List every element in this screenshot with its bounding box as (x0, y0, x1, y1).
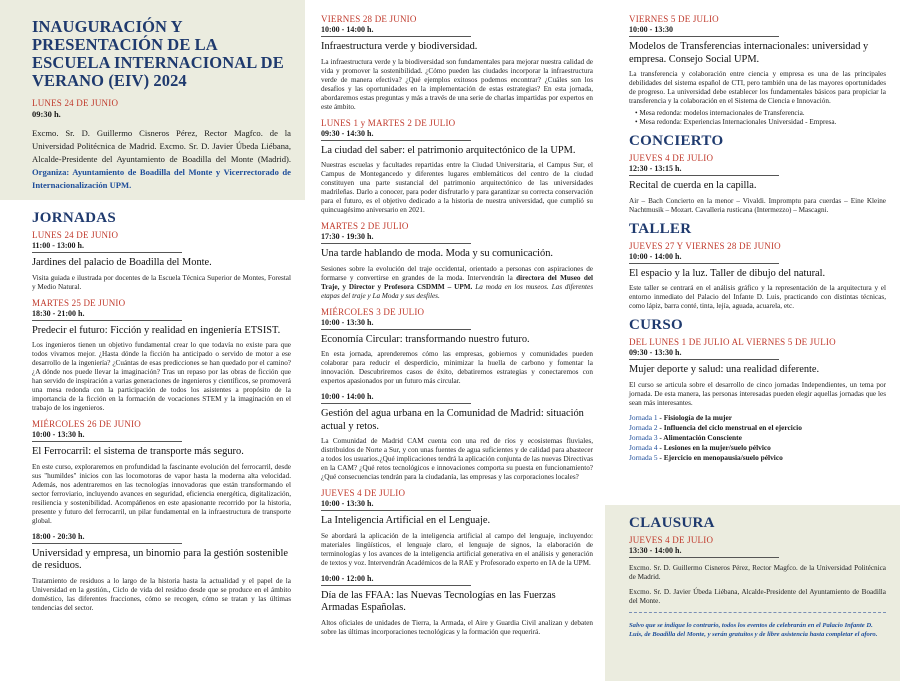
event-time: 10:00 - 13:30 h. (321, 318, 471, 330)
event-date: DEL LUNES 1 DE JULIO AL VIERNES 5 DE JULIO (629, 337, 836, 347)
event-description: Se abordará la aplicación de la inteligencia artificial al campo del lenguaje, incluyendo: materiales lingüísticos, el lenguaje claro, el lenguaje de signos, la elaboración de terminologías y los avances de la inteligencia artificial generativa en el análisis y generación de textos y voz. Intervendrán Académicos de la RAE y Profesorado experto en IA de la UPM. (321, 531, 593, 567)
event-time: 10:00 - 13:30 h. (321, 499, 471, 511)
event-time: 17:30 - 19:30 h. (321, 232, 471, 244)
event-title: El Ferrocarril: el sistema de transporte más seguro. (32, 446, 244, 457)
event-item (321, 488, 593, 568)
venue-note: Salvo que se indique lo contrario, todos los eventos de celebrarán en el Palacio Infante D. Luis, de Boadilla del Monte, y serán gratuitos y de libre asistencia hasta completar el aforo. (629, 622, 878, 638)
event-date: JUEVES 4 DE JULIO (629, 535, 714, 545)
event-item (321, 574, 593, 637)
event-date: VIERNES 28 DE JUNIO (321, 14, 417, 24)
event-item (321, 14, 593, 112)
section-heading-clausura: CLAUSURA (629, 515, 715, 531)
event-description: La infraestructura verde y la biodiversidad son fundamentales para mejorar nuestra calidad de vida y promover la sostenibilidad. ¿Cómo pueden las ciudades incorporar la infraestructura verde de manera efectiva? ¿Qué ejemplos exitosos podemos encontrar? ¿Cuáles son los desafíos y las oportunidades en la implementación de estas estrategias? En esta jornada, abordaremos estas preguntas y más a través de una serie de charlas impartidas por expertos en este ámbito. (321, 57, 593, 111)
event-description: Air – Bach Concierto en la menor – Vivaldi. Impromptu para cuerdas – Eine Kleine Nachtmusik – Mozart. Cavalleria rusticana (Intermezzo) – Mascagni. (629, 196, 886, 214)
event-description: La Comunidad de Madrid CAM cuenta con una red de ríos y ecosistemas fluviales, distribuidos de Norte a Sur, y con unas fuentes de agua suficientes y de calidad para abastecer a todos los usuarios.¿Qué implicaciones tendrá la aplicación conjunta de las nuevas Directivas en la CAM? ¿Qué retos tecnológicos e innovaciones comporta su puesta en funcionamiento? ¿Qué consecuencias tendrán para la ciudadanía, las empresas y las corporaciones locales? (321, 437, 593, 481)
event-time: 10:00 - 14:00 h. (629, 252, 779, 264)
event-item (321, 307, 593, 387)
event-time: 10:00 - 14:00 h. (321, 392, 471, 404)
event-title: Infraestructura verde y biodiversidad. (321, 41, 478, 52)
column-left (0, 0, 305, 681)
bullet-list (629, 109, 886, 127)
event-date: MIÉRCOLES 3 DE JULIO (321, 306, 425, 317)
clausura-text-1: Excmo. Sr. D. Guillermo Cisneros Pérez, Rector Magfco. de la Universidad Politécnica de Madrid. (629, 564, 886, 581)
event-description: Nuestras escuelas y facultades repartidas entre la Ciudad Universitaria, el Campus Sur, el Campus de Montegancedo y diferentes lugares emblemáticos del centro de la ciudad constituyen una parte sustancial del patrimonio arquitectónico de las universidades madrileñas. Darlo a conocer, para poder disfrutarlo y para garantizar su correcta conservación para el futuro, es el objetivo dedicado a la historia de nuestra universidad, que cumplió su quincuagésimo aniversario en 2021. (321, 161, 593, 214)
event-description: En esta jornada, aprenderemos cómo las empresas, gobiernos y comunidades pueden colaborar para reducir el desperdicio, minimizar la huella de carbono y fomentar la innovación. Descubriremos casos de éxito, debatiremos estrategias y conectaremos con expertos apasionados por un futuro más circular. (321, 350, 593, 385)
event-title: El espacio y la luz. Taller de dibujo del natural. (629, 267, 826, 279)
event-date: JUEVES 27 Y VIERNES 28 DE JUNIO (629, 240, 781, 251)
event-title: La Inteligencia Artificial en el Lenguaje. (321, 515, 491, 526)
event-date: MARTES 2 DE JULIO (321, 221, 409, 231)
divider (629, 612, 886, 613)
event-title: Mujer deporte y salud: una realidad diferente. (629, 364, 820, 375)
event-item (32, 419, 291, 526)
event-title: La ciudad del saber: el patrimonio arquitectónico de la UPM. (321, 144, 576, 156)
event-time: 10:00 - 14:00 h. (321, 25, 471, 37)
event-date: LUNES 24 DE JUNIO (32, 230, 119, 240)
intro-organizer: Organiza: Ayuntamiento de Boadilla del Monte y Vicerrectorado de Internacionalización UPM. (32, 167, 291, 190)
jornada-list (629, 413, 886, 463)
section-heading-curso: CURSO (629, 317, 684, 333)
list-item: Jornada 2 - Influencia del ciclo menstrual en el ejercicio (629, 422, 802, 432)
intro-date: LUNES 24 DE JUNIO (32, 98, 119, 108)
event-description: Visita guiada e ilustrada por docentes de la Escuela Técnica Superior de Montes, Forestal y Medio Natural. (32, 273, 291, 291)
event-time: 11:00 - 13:00 h. (32, 241, 182, 253)
event-description: Los ingenieros tienen un objetivo fundamental crear lo que todavía no existe para que todos vivamos mejor. ¿Hasta dónde la ficción ha anticipado o servido de motor a ese desarrollo de la ingeniería? ¿Cuántas de esas predicciones se han quedado por el camino? ¿A dónde nos puede llevar la imaginación? Tras un repaso por las obras de ficción que han servido de inspiración a varias generaciones de ingenieros y científicos, se promoverá una mesa redonda con la participación de todos los asistentes a propósito de la importancia de la ficción en la formación de vocaciones STEM y la imaginación en el trabajo de los ingenieros. (32, 341, 291, 412)
event-time: 13:30 - 14:00 h. (629, 546, 779, 558)
event-time: 10:00 - 13:30 h. (32, 430, 182, 442)
column-middle (305, 0, 605, 681)
event-title: Modelos de Transferencias internacionales: universidad y empresa. Consejo Social UPM. (629, 41, 869, 65)
event-time: 09:30 - 13:30 h. (629, 348, 779, 360)
event-description: En este curso, exploraremos en profundidad la fascinante evolución del ferrocarril, desde sus "humildes" inicios con las locomotoras de vapor hasta la moderna alta velocidad. Además, nos adentraremos en las tecnologías innovadoras que están transformando el sector ferroviario, incluyendo avances en seguridad, eficiencia energética, digitalización, resiliencia y sostenibilidad. Acompáñenos en este apasionante recorrido por la historia, presente y futuro del ferrocarril, un pilar fundamental en la infraestructura de transporte global. (32, 462, 291, 525)
list-item: • Mesa redonda: Experiencias Internacionales Universidad - Empresa. (635, 118, 886, 127)
event-time: 12:30 - 13:15 h. (629, 164, 779, 176)
event-date: MARTES 25 DE JUNIO (32, 297, 126, 308)
event-date: JUEVES 4 DE JULIO (321, 488, 406, 498)
event-title: Predecir el futuro: Ficción y realidad en ingeniería ETSIST. (32, 324, 281, 336)
event-description: Tratamiento de residuos a lo largo de la historia hasta la actualidad y el papel de la Universidad en la gestión., Ciclo de vida del residuo desde que se produce en el ámbito doméstico, las diferentes fracciones, cómo se recogen, cómo se tratan y las últimas tendencias del sector. (32, 576, 291, 612)
clausura-section (605, 505, 900, 681)
event-title: Jardines del palacio de Boadilla del Monte. (32, 257, 212, 268)
section-heading-taller: TALLER (629, 220, 692, 237)
event-description: El curso se articula sobre el desarrollo de cinco jornadas Independientes, un tema por jornada. De esta manera, las personas interesadas pueden elegir aquellas jornadas que les sean más interesantes. (629, 380, 886, 407)
intro-section (0, 0, 305, 200)
list-item: Jornada 5 - Ejercicio en menopausia/suelo pélvico (629, 452, 783, 462)
page-title: INAUGURACIÓN Y PRESENTACIÓN DE LA ESCUELA INTERNACIONAL DE VERANO (EIV) 2024 (32, 17, 284, 90)
event-time: 10:00 - 12:00 h. (321, 574, 471, 586)
section-heading-jornadas: JORNADAS (32, 210, 117, 226)
event-title: Gestión del agua urbana en la Comunidad de Madrid: situación actual y retos. (321, 408, 584, 432)
list-item: • Mesa redonda: modelos internacionales de Transferencia. (635, 109, 886, 118)
column-right (605, 0, 900, 681)
event-item (32, 532, 291, 613)
event-description: Este taller se centrará en el análisis gráfico y la representación de la arquitectura y el entorno inmediato del Palacio del Infante D. Luis, practicando con distintas técnicas, como lápiz, barra conté, tinta, lejía, aguada, acuarela, etc. (629, 284, 886, 310)
event-date: MIÉRCOLES 26 DE JUNIO (32, 419, 141, 429)
event-date: LUNES 1 y MARTES 2 DE JULIO (321, 117, 456, 128)
event-date: VIERNES 5 DE JULIO (629, 14, 719, 24)
event-item (321, 118, 593, 216)
event-item (321, 392, 593, 482)
list-item: Jornada 1 - Fisiología de la mujer (629, 412, 733, 422)
event-time: 09:30 - 14:30 h. (321, 129, 471, 141)
event-title: Día de las FFAA: las Nuevas Tecnologías en las Fuerzas Armadas Españolas. (321, 589, 556, 613)
event-item (32, 230, 291, 292)
section-heading-concierto: CONCIERTO (629, 133, 724, 149)
event-item (629, 14, 886, 127)
intro-text: Excmo. Sr. D. Guillermo Cisneros Pérez, Rector Magfco. de la Universidad Politécnica de Madrid. Excmo. Sr. D. Javier Úbeda Liébana, Alcalde-Presidente del Ayuntamiento de Boadilla del Monte (Madrid). Organiza: Ayuntamiento de Boadilla del Monte y Vicerrectorado de Internacionalización UPM. (32, 128, 291, 190)
list-item: Jornada 3 - Alimentación Consciente (629, 432, 742, 442)
list-item: Jornada 4 - Lesiones en la mujer/suelo pélvico (629, 442, 771, 452)
clausura-text-2: Excmo. Sr. D. Javier Úbeda Liébana, Alcalde-Presidente del Ayuntamiento de Boadilla del Monte. (629, 588, 886, 605)
event-description: Altos oficiales de unidades de Tierra, la Armada, el Aire y Guardia Civil analizan y debaten sobre las últimas incorporaciones tecnológicas y la formación que requerirá. (321, 618, 593, 636)
event-time: 18:00 - 20:30 h. (32, 532, 182, 544)
event-title: Economía Circular: transformando nuestro futuro. (321, 333, 530, 345)
event-title: Universidad y empresa, un binomio para la gestión sostenible de residuos. (32, 547, 288, 571)
intro-time: 09:30 h. (32, 109, 61, 119)
event-date: JUEVES 4 DE JULIO (629, 153, 714, 163)
event-description: Sesiones sobre la evolución del traje occidental, orientado a personas con aspiraciones de formarse y convertirse en grandes de la moda. Intervendrán la directora del Museo del Traje, y Director y Profesora CSDMM – UPM. La moda en los museos. Las diferentes etapas del traje y La Moda y sus desfiles. (321, 264, 594, 300)
jornadas-section (0, 200, 305, 613)
event-time: 10:00 - 13:30 (629, 25, 779, 37)
event-time: 18:30 - 21:00 h. (32, 309, 182, 321)
event-item (321, 221, 593, 301)
right-content (605, 0, 900, 463)
event-title: Una tarde hablando de moda. Moda y su comunicación. (321, 248, 553, 259)
event-description: La transferencia y colaboración entre ciencia y empresa es una de las principales debilidades del sistema español de CTI, pero también una de las mayores oportunidades de progreso. La universidad debe establecer los fundamentales básicos para propiciar la transferencia y la colaboración en el Sistema de Ciencia e Innovación. (629, 70, 886, 105)
event-title: Recital de cuerda en la capilla. (629, 180, 757, 191)
event-item (32, 298, 291, 414)
